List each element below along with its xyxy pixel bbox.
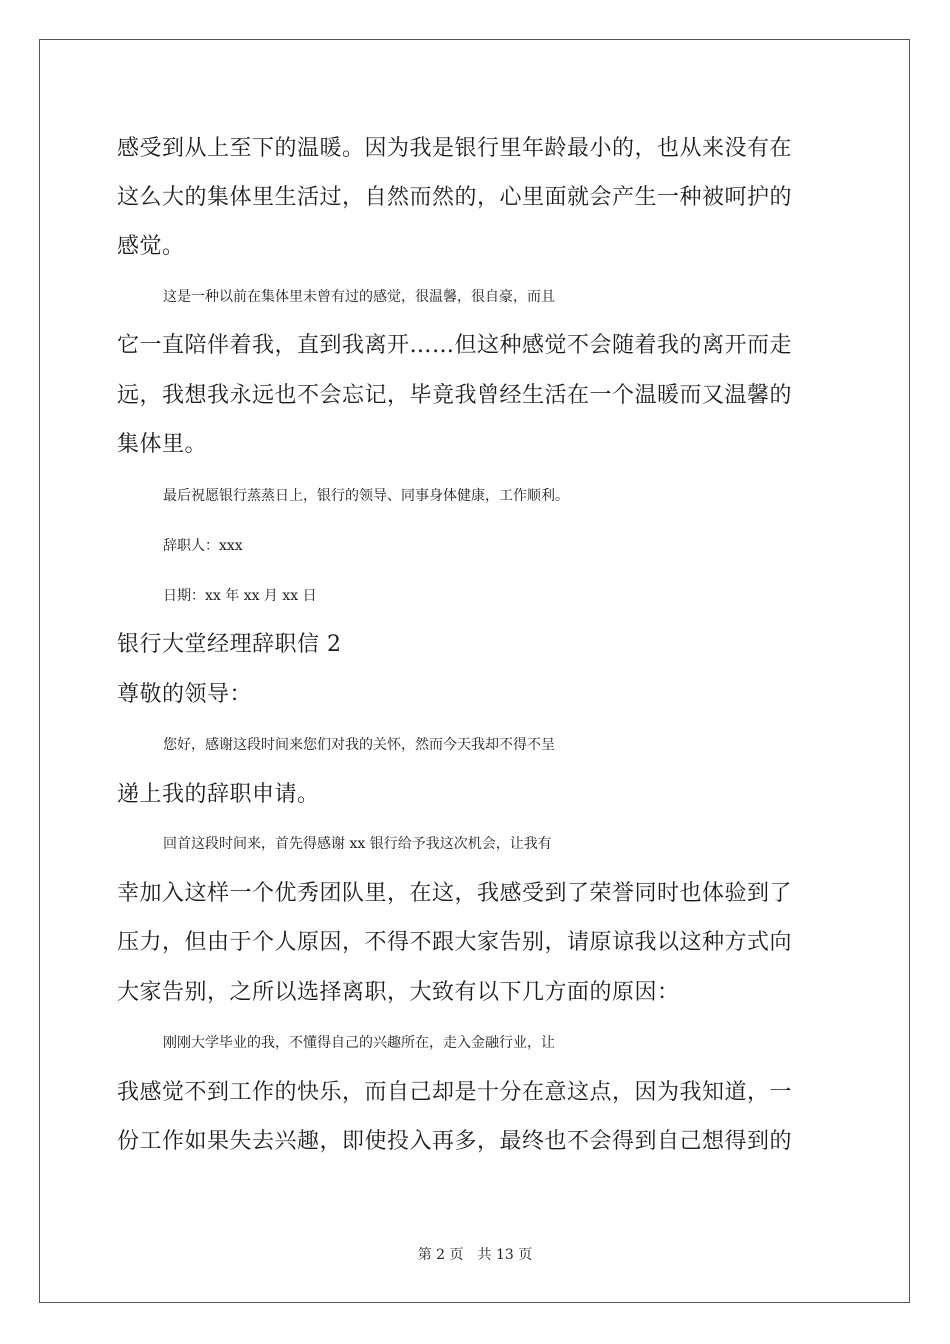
closing-wish: 最后祝愿银行蒸蒸日上，银行的领导、同事身体健康，工作顺利。 xyxy=(163,488,569,504)
body-text-line: 幸加入这样一个优秀团队里，在这，我感受到了荣誉同时也体验到了 xyxy=(117,881,793,906)
section-title: 银行大堂经理辞职信 2 xyxy=(117,632,342,657)
body-text-line: 感受到从上至下的温暖。因为我是银行里年龄最小的，也从来没有在 xyxy=(117,136,793,161)
body-text-line: 刚刚大学毕业的我，不懂得自己的兴趣所在，走入金融行业，让 xyxy=(163,1035,555,1051)
body-text-line: 我感觉不到工作的快乐，而自己却是十分在意这点，因为我知道，一 xyxy=(117,1080,793,1105)
body-text-line: 回首这段时间来，首先得感谢 xx 银行给予我这次机会，让我有 xyxy=(163,836,552,852)
body-text-line: 递上我的辞职申请。 xyxy=(117,782,320,807)
signatory-line: 辞职人：xxx xyxy=(163,538,243,554)
body-text-line: 远，我想我永远也不会忘记，毕竟我曾经生活在一个温暖而又温馨的 xyxy=(117,383,793,408)
body-text-line: 您好，感谢这段时间来您们对我的关怀，然而今天我却不得不呈 xyxy=(163,737,555,753)
body-text-line: 感觉。 xyxy=(117,234,185,259)
body-text-line: 集体里。 xyxy=(117,432,208,457)
body-text-line: 这么大的集体里生活过，自然而然的，心里面就会产生一种被呵护的 xyxy=(117,185,793,210)
page-number-footer: 第 2 页 共 13 页 xyxy=(417,1247,533,1263)
body-text-line: 它一直陪伴着我，直到我离开……但这种感觉不会随着我的离开而走 xyxy=(117,333,793,358)
date-line: 日期：xx 年 xx 月 xx 日 xyxy=(163,588,317,604)
page-border xyxy=(39,39,910,1303)
salutation: 尊敬的领导： xyxy=(117,682,253,707)
body-text-line: 大家告别，之所以选择离职，大致有以下几方面的原因： xyxy=(117,980,680,1005)
body-text-line: 压力，但由于个人原因，不得不跟大家告别，请原谅我以这种方式向 xyxy=(117,930,793,955)
body-text-line: 份工作如果失去兴趣，即使投入再多，最终也不会得到自己想得到的 xyxy=(117,1129,793,1154)
body-text-line: 这是一种以前在集体里未曾有过的感觉，很温馨，很自豪，而且 xyxy=(163,289,555,305)
